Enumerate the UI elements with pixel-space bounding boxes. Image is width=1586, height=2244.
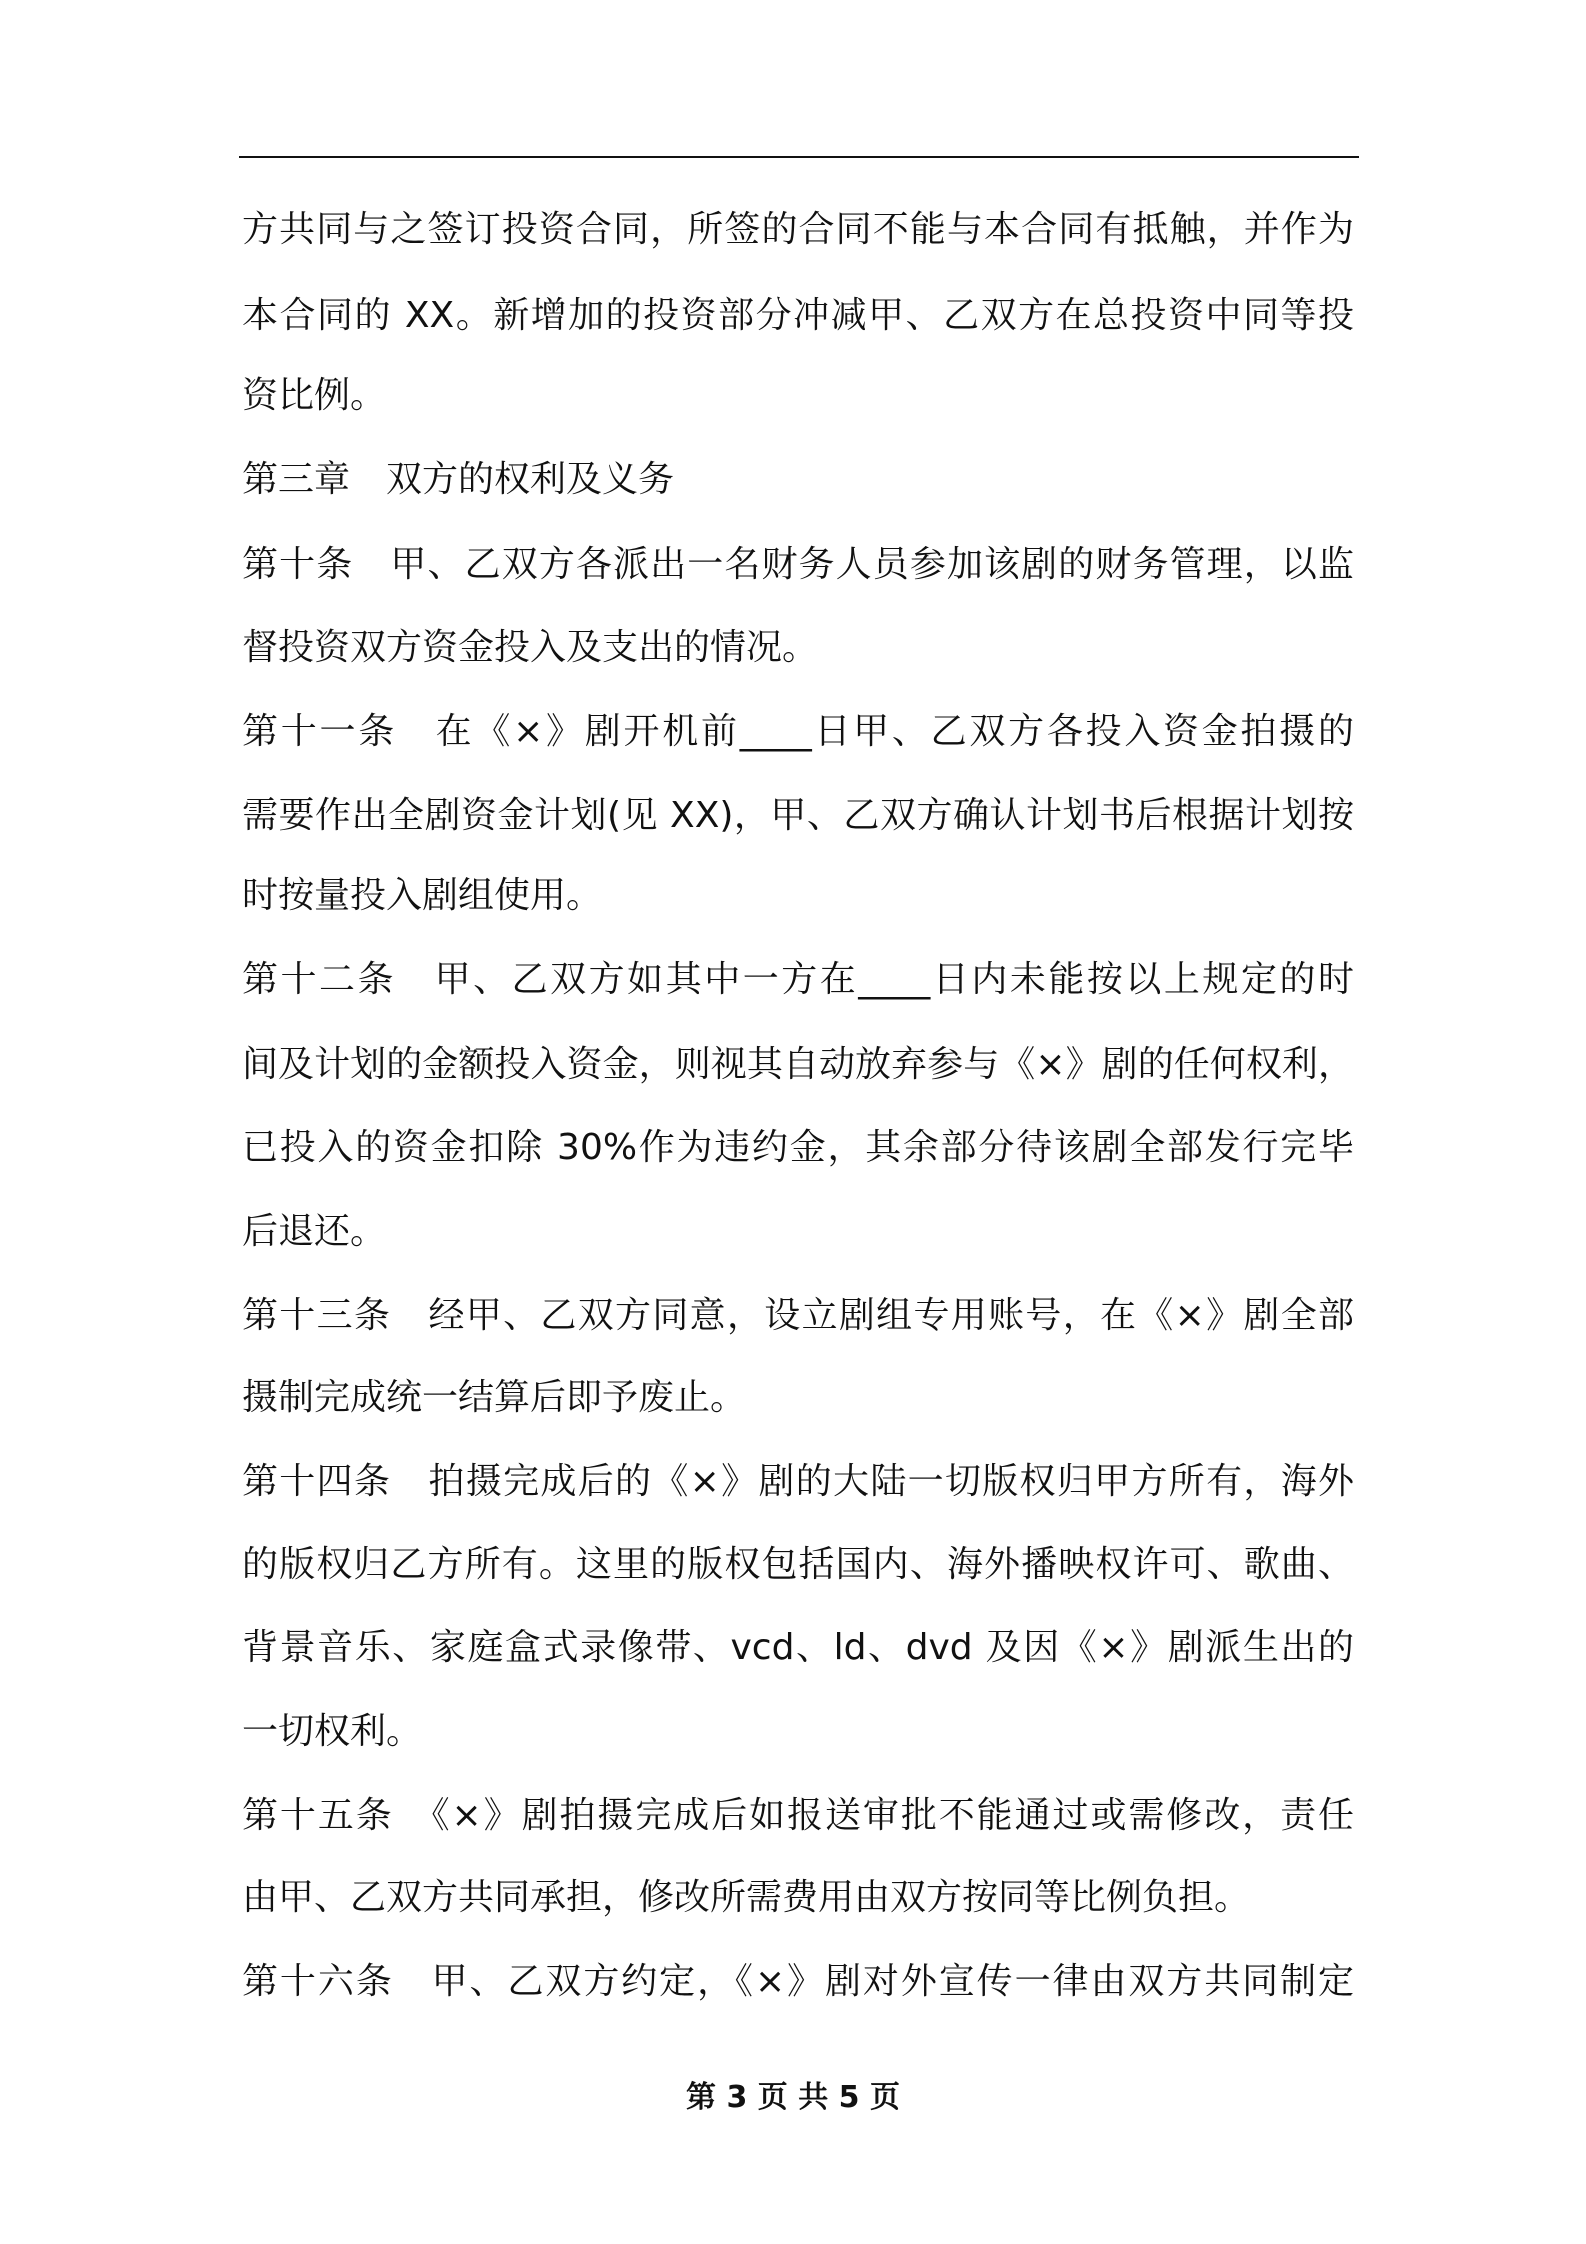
text-line: 第十条 甲、乙双方各派出一名财务人员参加该剧的财务管理，以监 (242, 544, 1354, 585)
text-line: 第十一条 在《×》剧开机前____日甲、乙双方各投入资金拍摄的 (242, 711, 1354, 752)
text-line: 资比例。 (242, 375, 387, 416)
text-line: 后退还。 (242, 1211, 387, 1252)
page-number: 第 3 页 共 5 页 (686, 2080, 900, 2115)
text-line: 本合同的 XX。新增加的投资部分冲减甲、乙双方在总投资中同等投 (242, 295, 1354, 336)
text-line: 由甲、乙双方共同承担，修改所需费用由双方按同等比例负担。 (242, 1877, 1251, 1918)
text-line: 第十三条 经甲、乙双方同意，设立剧组专用账号，在《×》剧全部 (242, 1295, 1354, 1336)
text-line: 摄制完成统一结算后即予废止。 (242, 1377, 747, 1418)
text-line: 间及计划的金额投入资金，则视其自动放弃参与《×》剧的任何权利， (242, 1044, 1354, 1085)
text-line: 第十二条 甲、乙双方如其中一方在____日内未能按以上规定的时 (242, 959, 1354, 1000)
chapter-heading: 第三章 双方的权利及义务 (242, 459, 675, 500)
text-line: 督投资双方资金投入及支出的情况。 (242, 627, 819, 668)
text-line: 第十六条 甲、乙双方约定，《×》剧对外宣传一律由双方共同制定 (242, 1961, 1354, 2002)
text-line: 已投入的资金扣除 30%作为违约金，其余部分待该剧全部发行完毕 (242, 1127, 1354, 1168)
text-line: 的版权归乙方所有。这里的版权包括国内、海外播映权许可、歌曲、 (242, 1544, 1354, 1585)
text-line: 方共同与之签订投资合同，所签的合同不能与本合同有抵触，并作为 (242, 209, 1354, 250)
text-line: 一切权利。 (242, 1711, 423, 1752)
text-line: 第十五条 《×》剧拍摄完成后如报送审批不能通过或需修改，责任 (242, 1795, 1354, 1836)
text-line: 需要作出全剧资金计划(见 XX)，甲、乙双方确认计划书后根据计划按 (242, 795, 1354, 836)
text-line: 时按量投入剧组使用。 (242, 875, 603, 916)
text-line: 背景音乐、家庭盒式录像带、vcd、ld、dvd 及因《×》剧派生出的 (242, 1627, 1354, 1668)
text-line: 第十四条 拍摄完成后的《×》剧的大陆一切版权归甲方所有，海外 (242, 1461, 1354, 1502)
